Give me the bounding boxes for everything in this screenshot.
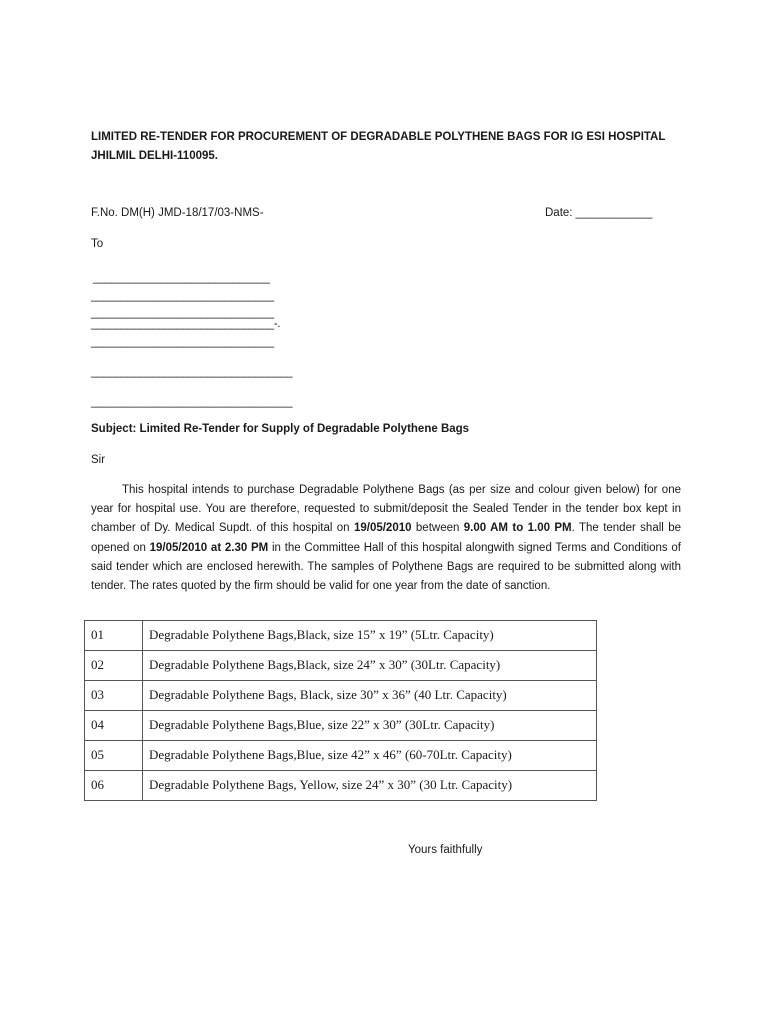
address-line: _________________________________ [91, 396, 293, 408]
tender-time: 9.00 AM to 1.00 PM [463, 522, 572, 535]
body-text: This hospital intends to purchase Degradable Polythene Bags (as per size and colour given below) for one year for hospital use. You are therefore, requested to submit/deposit the Sealed Tender in the tender box kept in chamber of Dy. Medical Supdt. of this hospital on [91, 484, 681, 535]
item-description: Degradable Polythene Bags,Black, size 24” x 30” (30Ltr. Capacity) [143, 651, 597, 681]
addressee-label: To [91, 238, 104, 250]
item-number: 04 [85, 711, 143, 741]
address-line: _____________________________ [93, 272, 270, 284]
table-row [85, 651, 597, 681]
subject-line: Subject: Limited Re-Tender for Supply of Degradable Polythene Bags [91, 423, 470, 435]
items-table [84, 620, 597, 801]
table-row [85, 741, 597, 771]
item-number: 02 [85, 651, 143, 681]
address-line: ______________________________-. [91, 318, 281, 330]
document-title: LIMITED RE-TENDER FOR PROCUREMENT OF DEGRADABLE POLYTHENE BAGS FOR IG ESI HOSPITAL JHILMIL DELHI-110095. [91, 131, 666, 162]
address-line: _________________________________ [91, 366, 293, 378]
body-text: . The tender shall be opened on [91, 522, 682, 554]
table-row [85, 621, 597, 651]
body-text: in the Committee Hall of this hospital alongwith signed Terms and Conditions of said tender which are enclosed herewith. The samples of Polythene Bags are required to be submitted along with tender. The rates quoted by the firm should be valid for one year from the date of sanction. [91, 541, 681, 593]
item-description: Degradable Polythene Bags,Blue, size 22” x 30” (30Ltr. Capacity) [143, 711, 597, 741]
item-number: 05 [85, 741, 143, 771]
tender-date: 19/05/2010 [353, 522, 412, 535]
table-row [85, 681, 597, 711]
closing-phrase: Yours faithfully [408, 844, 483, 856]
item-description: Degradable Polythene Bags,Blue, size 42” x 46” (60-70Ltr. Capacity) [143, 741, 597, 771]
table-row [85, 711, 597, 741]
body-paragraph [91, 481, 681, 596]
address-line: ______________________________ [91, 307, 274, 319]
opening-datetime: 19/05/2010 at 2.30 PM [149, 541, 269, 554]
item-number: 01 [85, 621, 143, 651]
item-description: Degradable Polythene Bags, Black, size 30” x 36” (40 Ltr. Capacity) [143, 681, 597, 711]
address-line: ______________________________ [91, 336, 274, 348]
item-description: Degradable Polythene Bags,Black, size 15” x 19” (5Ltr. Capacity) [143, 621, 597, 651]
table-row [85, 771, 597, 801]
address-line: ______________________________ [91, 290, 274, 302]
item-number: 06 [85, 771, 143, 801]
file-number: F.No. DM(H) JMD-18/17/03-NMS- [91, 207, 264, 219]
salutation: Sir [91, 454, 106, 466]
item-number: 03 [85, 681, 143, 711]
item-description: Degradable Polythene Bags, Yellow, size 24” x 30” (30 Ltr. Capacity) [143, 771, 597, 801]
body-text: between [411, 522, 464, 535]
date-field: Date: ____________ [545, 207, 653, 219]
